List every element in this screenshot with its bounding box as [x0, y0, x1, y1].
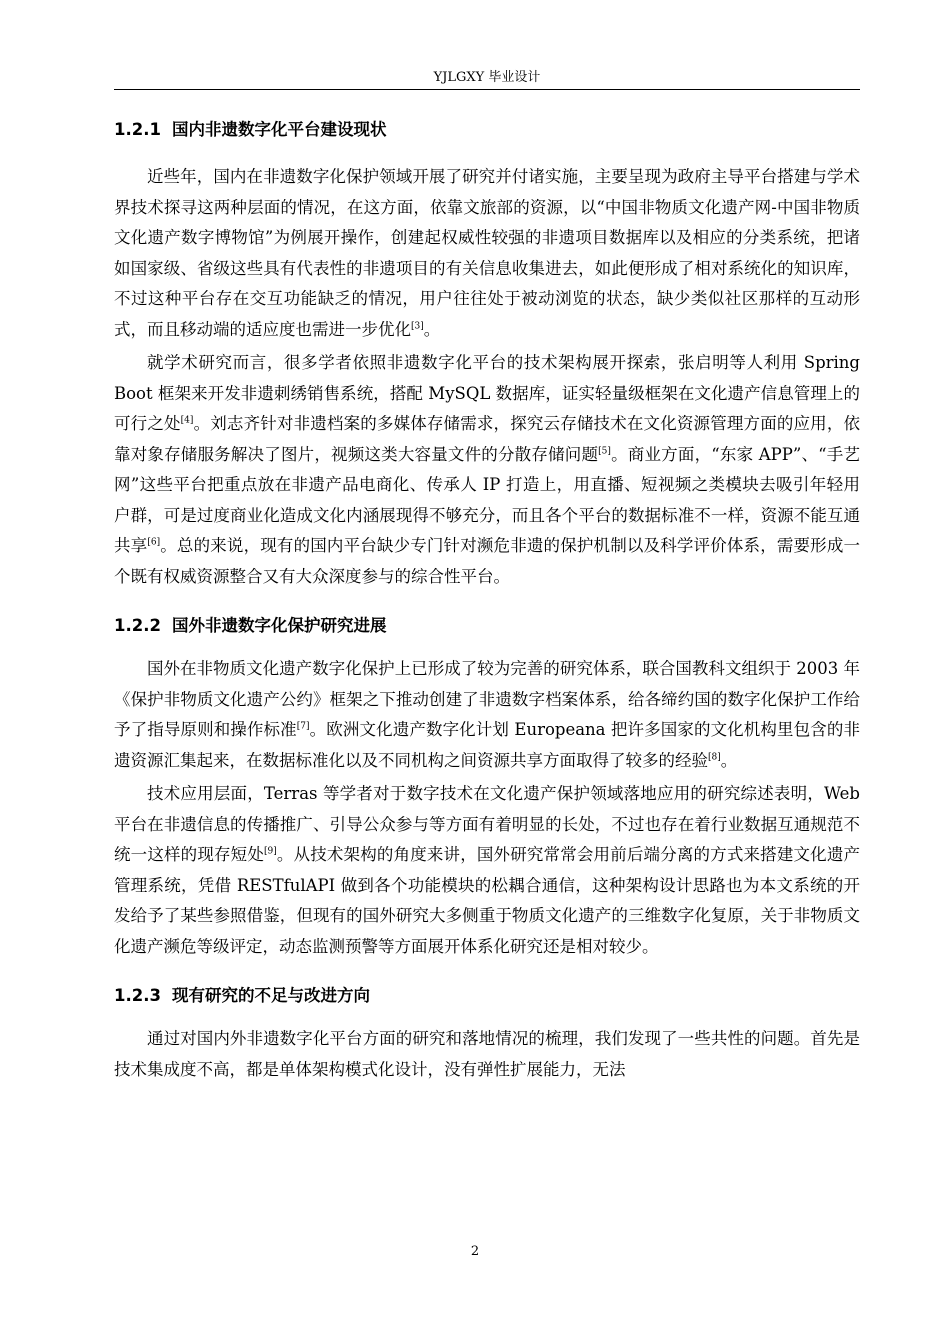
- citation: [3]: [411, 321, 424, 331]
- paragraph-text: 就学术研究而言，很多学者依照非遗数字化平台的技术架构展开探索，张启明等人利用 Spring Boot 框架来开发非遗刺绣销售系统，搭配 MySQL 数据库，证实轻量级框架在文化遗产信息管理上的可行之处: [114, 353, 860, 433]
- paragraph-text: 。欧洲文化遗产数字化计划 Europeana 把许多国家的文化机构里包含的非遗资源汇集起来，在数据标准化以及不同机构之间资源共享方面取得了较多的经验: [114, 720, 860, 770]
- paragraph-text: 通过对国内外非遗数字化平台方面的研究和落地情况的梳理，我们发现了一些共性的问题。首先是技术集成度不高，都是单体架构模式化设计，没有弹性扩展能力，无法: [114, 1029, 860, 1079]
- citation: [6]: [147, 537, 161, 548]
- section-heading: [114, 116, 860, 144]
- section-title: 国内非遗数字化平台建设现状: [172, 120, 387, 139]
- section-title: 现有研究的不足与改进方向: [172, 986, 370, 1005]
- citation: [4]: [180, 415, 194, 426]
- section-title: 国外非遗数字化保护研究进展: [172, 616, 387, 635]
- paragraph-text: 。刘志齐针对非遗档案的多媒体存储需求，探究云存储技术在文化资源管理方面的应用，依靠对象存储服务解决了图片，视频这类大容量文件的分散存储问题: [114, 414, 861, 464]
- header-rule: [114, 89, 860, 90]
- citation: [5]: [598, 446, 611, 456]
- paragraph-text: 。商业方面，“东家 APP”、“手艺网”这些平台把重点放在非遗产品电商化、传承人 IP 打造上，用直播、短视频之类模块去吸引年轻用户群，可是过度商业化造成文化内涵展现得不够充分，而且各个平台的数据标准不一样，资源不能互通共享: [114, 444, 861, 555]
- paragraph: [114, 162, 860, 345]
- section-number: 1.2.3: [114, 986, 161, 1005]
- paragraph-text: 。总的来说，现有的国内平台缺少专门针对濒危非遗的保护机制以及科学评价体系，需要形成一个既有权威资源整合又有大众深度参与的综合性平台。: [114, 536, 861, 586]
- citation: [8]: [708, 752, 721, 762]
- page-header: YJLGXY 毕业设计: [433, 70, 541, 85]
- document-body: [114, 116, 860, 1085]
- paragraph-text: 。: [423, 319, 441, 339]
- paragraph: [114, 654, 860, 776]
- section-number: 1.2.1: [114, 120, 161, 139]
- paragraph: [114, 779, 860, 962]
- paragraph-text: 。从技术架构的角度来讲，国外研究常常会用前后端分离的方式来搭建文化遗产管理系统，凭借 RESTfulAPI 做到各个功能模块的松耦合通信，这种架构设计思路也为本文系统的开发给予了某些参照借鉴，但现有的国外研究大多侧重于物质文化遗产的三维数字化复原，关于非物质文化遗产濒危等级评定，动态监测预警等方面展开体系化研究还是相对较少。: [114, 845, 861, 956]
- section-heading: [114, 982, 860, 1010]
- paragraph: [114, 1024, 860, 1085]
- page-number: 2: [470, 1244, 480, 1259]
- citation: [9]: [263, 846, 277, 857]
- paragraph-text: 国外在非物质文化遗产数字化保护上已形成了较为完善的研究体系，联合国教科文组织于 2003 年《保护非物质文化遗产公约》框架之下推动创建了非遗数字档案体系，给各缔约国的数字化保护工作给予了指导原则和操作标准: [114, 659, 860, 739]
- paragraph-text: 。: [720, 750, 738, 770]
- citation: [7]: [296, 721, 310, 732]
- paragraph: [114, 348, 860, 592]
- paragraph-text: 近些年，国内在非遗数字化保护领域开展了研究并付诸实施，主要呈现为政府主导平台搭建与学术界技术探寻这两种层面的情况，在这方面，依靠文旅部的资源，以“中国非物质文化遗产网-中国非物质文化遗产数字博物馆”为例展开操作，创建起权威性较强的非遗项目数据库以及相应的分类系统，把诸如国家级、省级这些具有代表性的非遗项目的有关信息收集进去，如此便形成了相对系统化的知识库，不过这种平台存在交互功能缺乏的情况，用户往往处于被动浏览的状态，缺少类似社区那样的互动形式，而且移动端的适应度也需进一步优化: [114, 167, 860, 339]
- section-heading: [114, 612, 860, 640]
- section-number: 1.2.2: [114, 616, 161, 635]
- paragraph-text: 技术应用层面，Terras 等学者对于数字技术在文化遗产保护领域落地应用的研究综述表明，Web 平台在非遗信息的传播推广、引导公众参与等方面有着明显的长处，不过也存在着行业数据互通规范不统一这样的现存短处: [114, 784, 860, 864]
